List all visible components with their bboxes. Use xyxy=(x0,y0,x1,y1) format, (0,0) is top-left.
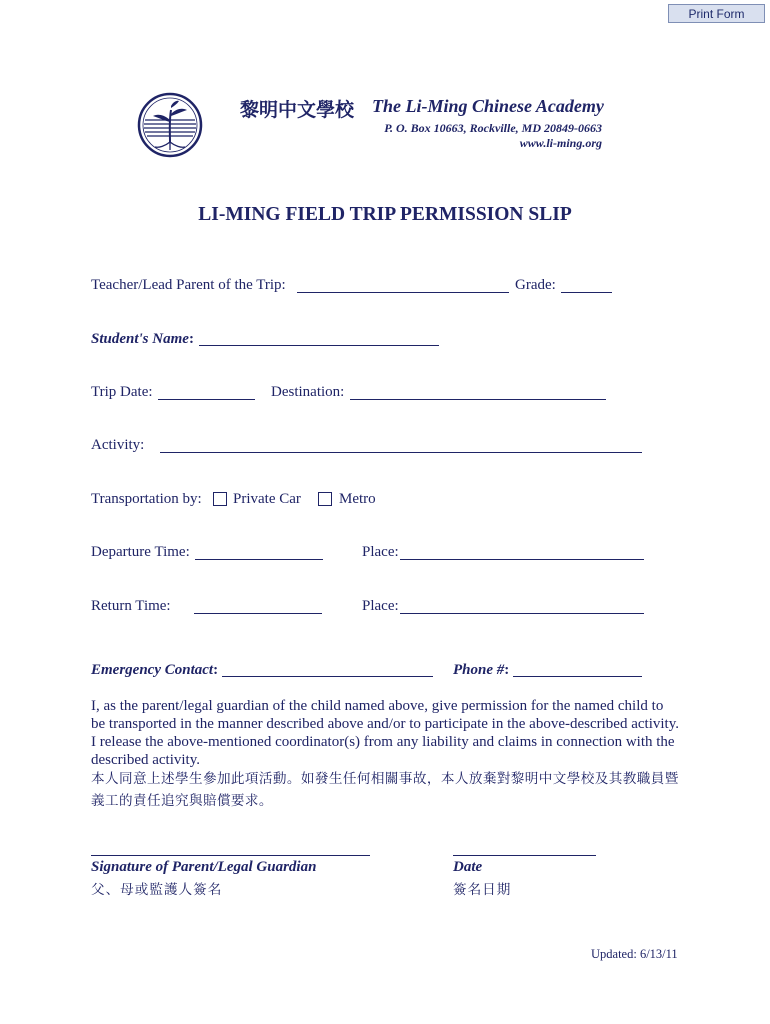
departure-place-label: Place: xyxy=(362,544,399,560)
emergency-contact-colon: : xyxy=(213,662,219,678)
grade-field[interactable] xyxy=(561,292,612,293)
school-address: P. O. Box 10663, Rockville, MD 20849-0663 xyxy=(384,121,602,135)
updated-date: Updated: 6/13/11 xyxy=(591,947,678,961)
permission-statement-chinese: 本人同意上述學生參加此項活動。如發生任何相關事故，本人放棄對黎明中文學校及其教職員暨義工的責任追究與賠償要求。 xyxy=(91,771,679,809)
teacher-field[interactable] xyxy=(297,292,509,293)
destination-field[interactable] xyxy=(350,399,606,400)
school-english-name: The Li-Ming Chinese Academy xyxy=(372,96,604,116)
permission-statement: I, as the parent/legal guardian of the child named above, give permission for the named child to be transported in the manner described above and/or to participate in the above-described activity. I release the above-mentioned coordinator(s) from any liability and claims in connection with the described activity. xyxy=(91,698,679,768)
phone-label xyxy=(453,661,509,679)
return-time-label: Return Time: xyxy=(91,598,171,614)
signature-label-chinese: 父、母或監護人簽名 xyxy=(91,882,223,898)
return-time-field[interactable] xyxy=(194,613,322,614)
student-name-field[interactable] xyxy=(199,345,439,346)
private-car-label: Private Car xyxy=(233,491,301,507)
page-title: LI-MING FIELD TRIP PERMISSION SLIP xyxy=(198,204,572,225)
print-form-button[interactable]: Print Form xyxy=(668,4,765,23)
school-website: www.li-ming.org xyxy=(519,136,602,150)
departure-place-field[interactable] xyxy=(400,559,644,560)
return-place-label: Place: xyxy=(362,598,399,614)
student-name-label-text: Student's Name xyxy=(91,331,189,347)
emergency-contact-field[interactable] xyxy=(222,676,433,677)
phone-colon: : xyxy=(504,662,510,678)
li-ming-logo xyxy=(137,92,203,158)
activity-label: Activity: xyxy=(91,437,145,453)
departure-time-field[interactable] xyxy=(195,559,323,560)
student-name-colon: : xyxy=(188,331,194,347)
trip-date-label: Trip Date: xyxy=(91,384,153,400)
departure-time-label: Departure Time: xyxy=(91,544,190,560)
signature-field[interactable] xyxy=(91,855,370,856)
teacher-label: Teacher/Lead Parent of the Trip: xyxy=(91,277,286,293)
transportation-label: Transportation by: xyxy=(91,491,202,507)
school-chinese-name: 黎明中文學校 xyxy=(240,99,355,121)
signature-label: Signature of Parent/Legal Guardian xyxy=(91,859,317,875)
activity-field[interactable] xyxy=(160,452,642,453)
emergency-contact-label-text: Emergency Contact xyxy=(91,662,214,678)
grade-label: Grade: xyxy=(515,277,556,293)
metro-label: Metro xyxy=(339,491,376,507)
emergency-contact-label xyxy=(91,661,218,679)
destination-label: Destination: xyxy=(271,384,345,400)
trip-date-field[interactable] xyxy=(158,399,255,400)
private-car-checkbox[interactable] xyxy=(213,492,227,506)
date-label: Date xyxy=(453,859,483,875)
date-label-chinese: 簽名日期 xyxy=(453,882,512,898)
metro-checkbox[interactable] xyxy=(318,492,332,506)
phone-field[interactable] xyxy=(513,676,642,677)
student-name-label xyxy=(91,330,194,348)
return-place-field[interactable] xyxy=(400,613,644,614)
date-field[interactable] xyxy=(453,855,596,856)
phone-label-text: Phone # xyxy=(453,662,505,678)
